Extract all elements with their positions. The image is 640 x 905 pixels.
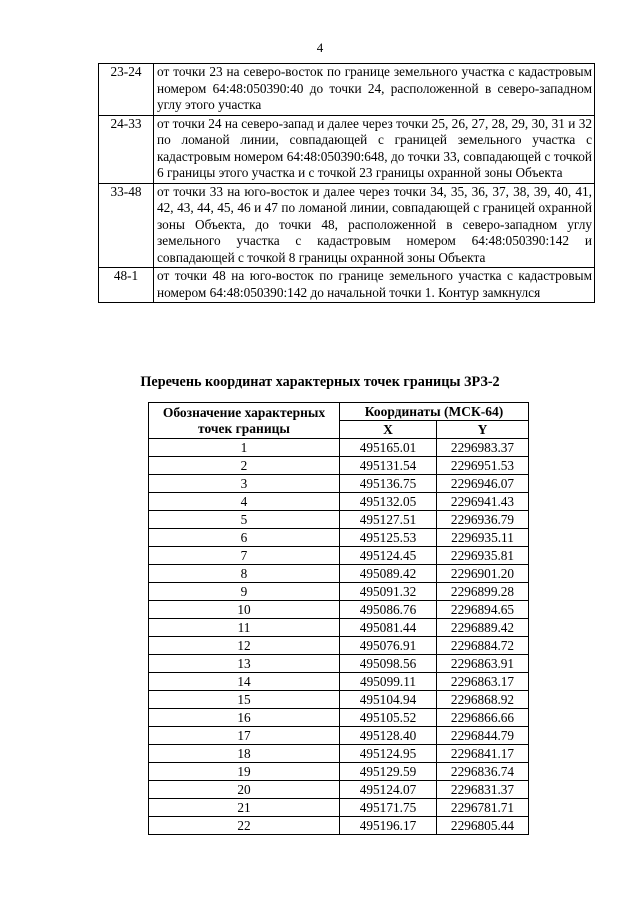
coordinate-row <box>149 745 529 763</box>
coord-x: 495127.51 <box>340 511 437 529</box>
coord-y: 2296946.07 <box>437 475 529 493</box>
coord-y: 2296935.81 <box>437 547 529 565</box>
point-number: 19 <box>149 763 340 781</box>
coord-y: 2296866.66 <box>437 709 529 727</box>
point-number: 15 <box>149 691 340 709</box>
coordinate-row <box>149 691 529 709</box>
segment-description: от точки 23 на северо-восток по границе земельного участка с кадастровым номером 64:48:050390:40 до точки 24, расположенной в северо-западном углу этого участка <box>154 64 595 116</box>
segment-description: от точки 33 на юго-восток и далее через точки 34, 35, 36, 37, 38, 39, 40, 41, 42, 43, 44, 45, 46 и 47 по ломаной линии, совпадающей с границей охранной зоны Объекта, до точки 48, расположенной в северо-западном углу земельного участка с кадастровым номером 64:48:050390:142 и совпадающей с точкой 8 границы охранной зоны Объекта <box>154 183 595 268</box>
coord-y: 2296889.42 <box>437 619 529 637</box>
coord-x: 495099.11 <box>340 673 437 691</box>
coord-y: 2296935.11 <box>437 529 529 547</box>
coord-y: 2296841.17 <box>437 745 529 763</box>
page-number: 4 <box>316 40 324 55</box>
coord-x: 495129.59 <box>340 763 437 781</box>
coordinate-row <box>149 673 529 691</box>
point-number: 7 <box>149 547 340 565</box>
segment-row <box>99 64 595 116</box>
point-number: 18 <box>149 745 340 763</box>
point-number: 8 <box>149 565 340 583</box>
point-number: 5 <box>149 511 340 529</box>
coordinate-row <box>149 619 529 637</box>
header-y: Y <box>437 421 529 439</box>
coord-x: 495091.32 <box>340 583 437 601</box>
coord-y: 2296894.65 <box>437 601 529 619</box>
coordinate-row <box>149 475 529 493</box>
segment-description: от точки 48 на юго-восток по границе земельного участка с кадастровым номером 64:48:050390:142 до начальной точки 1. Контур замкнулся <box>154 268 595 303</box>
point-number: 22 <box>149 817 340 835</box>
point-number: 10 <box>149 601 340 619</box>
segment-id: 48-1 <box>99 268 154 303</box>
coordinate-row <box>149 601 529 619</box>
coord-x: 495125.53 <box>340 529 437 547</box>
coord-x: 495089.42 <box>340 565 437 583</box>
segment-row <box>99 268 595 303</box>
coord-x: 495081.44 <box>340 619 437 637</box>
point-number: 11 <box>149 619 340 637</box>
header-point-designation: Обозначение характерных точек границы <box>149 403 340 439</box>
coord-x: 495086.76 <box>340 601 437 619</box>
coordinate-row <box>149 493 529 511</box>
coordinate-row <box>149 763 529 781</box>
coord-y: 2296941.43 <box>437 493 529 511</box>
coordinate-row <box>149 565 529 583</box>
point-number: 9 <box>149 583 340 601</box>
coord-y: 2296831.37 <box>437 781 529 799</box>
coord-x: 495098.56 <box>340 655 437 673</box>
coordinate-row <box>149 547 529 565</box>
point-number: 21 <box>149 799 340 817</box>
coord-x: 495128.40 <box>340 727 437 745</box>
segment-row <box>99 183 595 268</box>
coordinate-row <box>149 529 529 547</box>
coord-x: 495132.05 <box>340 493 437 511</box>
coord-y: 2296868.92 <box>437 691 529 709</box>
boundary-description-table <box>98 63 595 303</box>
coord-y: 2296899.28 <box>437 583 529 601</box>
coord-y: 2296805.44 <box>437 817 529 835</box>
coord-x: 495124.45 <box>340 547 437 565</box>
segment-id: 23-24 <box>99 64 154 116</box>
coord-y: 2296936.79 <box>437 511 529 529</box>
coord-y: 2296983.37 <box>437 439 529 457</box>
coordinate-row <box>149 799 529 817</box>
coordinate-row <box>149 583 529 601</box>
point-number: 16 <box>149 709 340 727</box>
point-number: 17 <box>149 727 340 745</box>
coord-x: 495104.94 <box>340 691 437 709</box>
point-number: 2 <box>149 457 340 475</box>
coord-x: 495136.75 <box>340 475 437 493</box>
coordinate-row <box>149 709 529 727</box>
coord-y: 2296844.79 <box>437 727 529 745</box>
point-number: 20 <box>149 781 340 799</box>
coord-x: 495124.95 <box>340 745 437 763</box>
coord-y: 2296884.72 <box>437 637 529 655</box>
coordinate-row <box>149 457 529 475</box>
point-number: 13 <box>149 655 340 673</box>
header-x: X <box>340 421 437 439</box>
section-title: Перечень координат характерных точек границы ЗРЗ-2 <box>140 374 500 390</box>
coordinate-row <box>149 727 529 745</box>
point-number: 3 <box>149 475 340 493</box>
coordinate-row <box>149 637 529 655</box>
coordinate-row <box>149 655 529 673</box>
coord-y: 2296781.71 <box>437 799 529 817</box>
coord-x: 495105.52 <box>340 709 437 727</box>
segment-row <box>99 115 595 183</box>
point-number: 4 <box>149 493 340 511</box>
coord-y: 2296863.17 <box>437 673 529 691</box>
coordinate-row <box>149 439 529 457</box>
coordinate-row <box>149 511 529 529</box>
coord-y: 2296863.91 <box>437 655 529 673</box>
coord-x: 495124.07 <box>340 781 437 799</box>
coordinate-row <box>149 781 529 799</box>
coord-x: 495076.91 <box>340 637 437 655</box>
coord-x: 495131.54 <box>340 457 437 475</box>
segment-id: 33-48 <box>99 183 154 268</box>
coord-x: 495165.01 <box>340 439 437 457</box>
point-number: 6 <box>149 529 340 547</box>
coordinates-table <box>148 402 529 835</box>
coord-y: 2296901.20 <box>437 565 529 583</box>
header-coordinates: Координаты (МСК-64) <box>340 403 529 421</box>
coord-y: 2296836.74 <box>437 763 529 781</box>
segment-id: 24-33 <box>99 115 154 183</box>
point-number: 1 <box>149 439 340 457</box>
coord-x: 495171.75 <box>340 799 437 817</box>
point-number: 14 <box>149 673 340 691</box>
point-number: 12 <box>149 637 340 655</box>
segment-description: от точки 24 на северо-запад и далее через точки 25, 26, 27, 28, 29, 30, 31 и 32 по ломаной линии, совпадающей с границей земельного участка с кадастровым номером 64:48:050390:648, до точки 33, совпадающей с точкой 6 границы этого участка и с точкой 23 границы охранной зоны Объекта <box>154 115 595 183</box>
coord-y: 2296951.53 <box>437 457 529 475</box>
coordinate-row <box>149 817 529 835</box>
coord-x: 495196.17 <box>340 817 437 835</box>
